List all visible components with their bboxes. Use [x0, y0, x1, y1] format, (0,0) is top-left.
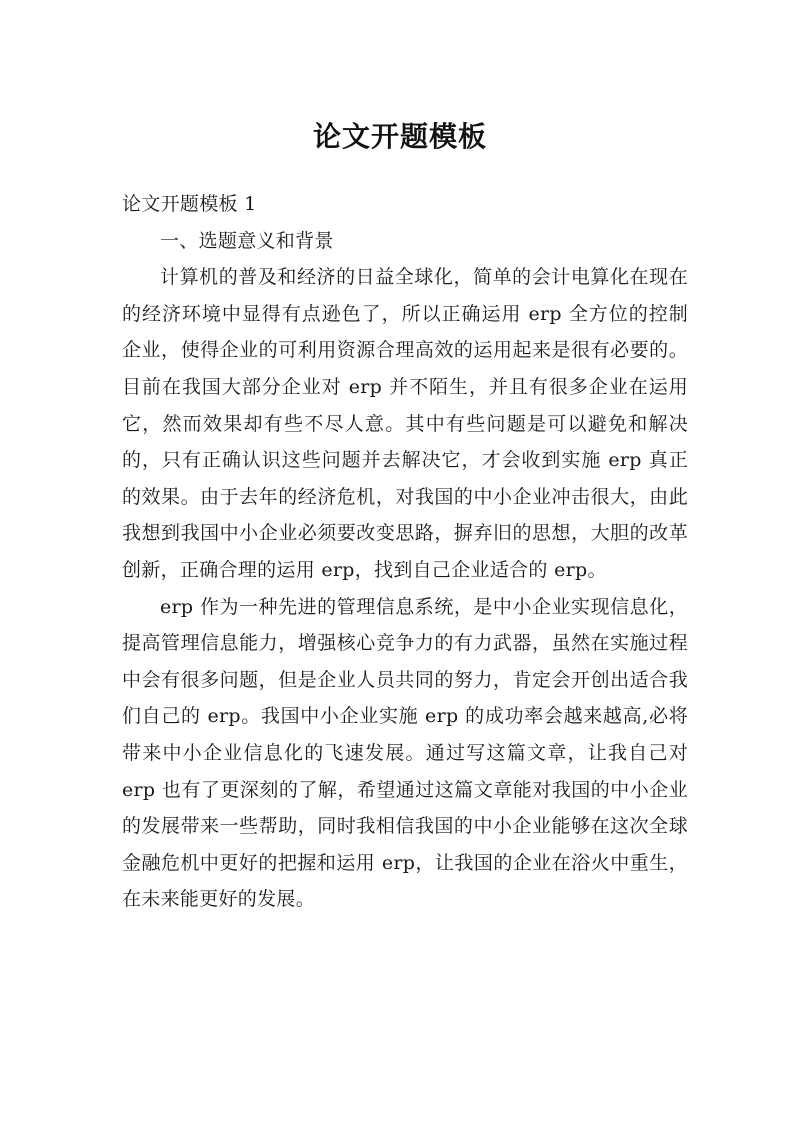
subheading: 一、选题意义和背景 [160, 229, 334, 252]
document-title: 论文开题模板 [312, 119, 487, 153]
paragraph: 计算机的普及和经济的日益全球化，简单的会计电算化在现在的经济环境中显得有点逊色了，所以正确运用 erp 全方位的控制企业，使得企业的可利用资源合理高效的运用起来是很有必要的。目前在我国大部分企业对 erp 并不陌生，并且有很多企业在运用它，然而效果却有些不尽人意。其中有些问题是可以避免和解决的，只有正确认识这些问题并去解决它，才会收到实施 erp 真正的效果。由于去年的经济危机，对我国的中小企业冲击很大，由此我想到我国中小企业必须要改变思路，摒弃旧的思想，大胆的改革创新，正确合理的运用 erp，找到自己企业适合的 erp。 [122, 266, 688, 581]
section-heading: 论文开题模板 1 [122, 193, 257, 215]
paragraph: erp 作为一种先进的管理信息系统，是中小企业实现信息化，提高管理信息能力，增强核心竞争力的有力武器，虽然在实施过程中会有很多问题，但是企业人员共同的努力，肯定会开创出适合我们自己的 erp。我国中小企业实施 erp 的成功率会越来越高,必将带来中小企业信息化的飞速发展。通过写这篇文章，让我自己对 erp 也有了更深刻的了解，希望通过这篇文章能对我国的中小企业的发展带来一些帮助，同时我相信我国的中小企业能够在这次全球金融危机中更好的把握和运用 erp，让我国的企业在浴火中重生，在未来能更好的发展。 [122, 595, 688, 911]
document-body [122, 186, 688, 918]
